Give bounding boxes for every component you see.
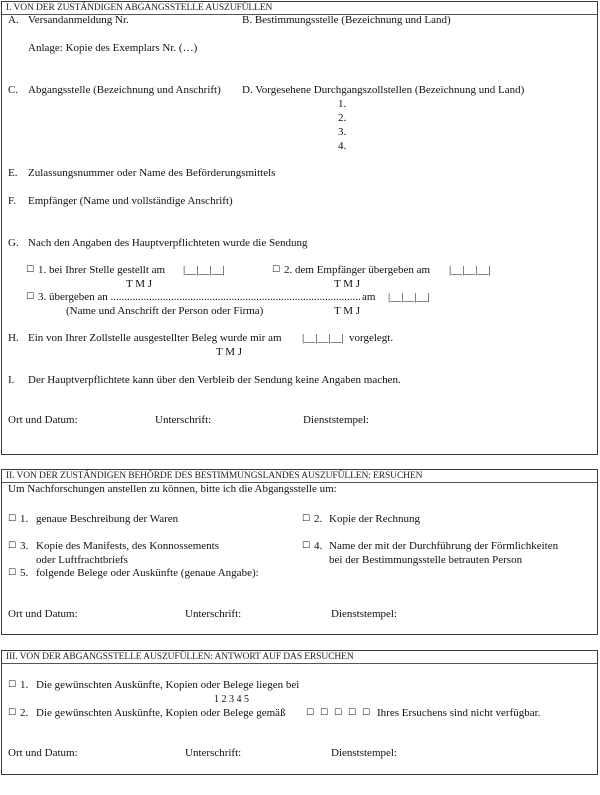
field-f-label: Empfänger (Name und vollständige Anschrift) [28, 195, 233, 207]
req-3-num: 3. [20, 540, 29, 552]
g-option-3-label[interactable]: 3. übergeben an ........................................................................................... [38, 291, 361, 303]
field-e-letter: E. [8, 167, 18, 179]
checkbox-ans-2-ref-4[interactable]: ☐ [348, 708, 357, 718]
req-4-label-2: bei der Bestimmungsstelle betrauten Person [329, 554, 523, 566]
ans-2-label: Die gewünschten Auskünfte, Kopien oder Belege gemäß [36, 707, 286, 719]
section-2 [1, 469, 598, 635]
section-3 [1, 650, 598, 775]
checkbox-req-3[interactable]: ☐ [8, 541, 17, 551]
section-3-header: III. VON DER ABGANGSSTELLE AUSZUFÜLLEN: ANTWORT AUF DAS ERSUCHEN [2, 651, 597, 664]
req-5-num: 5. [20, 567, 29, 579]
g-option-2-label: 2. dem Empfänger übergeben am [284, 264, 431, 276]
stamp-label: Dienststempel: [331, 608, 397, 620]
ans-2-num: 2. [20, 707, 29, 719]
stamp-label: Dienststempel: [303, 414, 369, 426]
ans-1-num: 1. [20, 679, 29, 691]
checkbox-req-1[interactable]: ☐ [8, 514, 17, 524]
checkbox-req-2[interactable]: ☐ [302, 514, 311, 524]
g-option-1-date[interactable]: |__|__|__| [183, 264, 225, 276]
ans-1-label: Die gewünschten Auskünfte, Kopien oder Belege liegen bei [36, 679, 300, 691]
req-3-label-2: oder Luftfrachtbriefs [36, 554, 128, 566]
field-h-suffix: vorgelegt. [349, 332, 394, 344]
stamp-label: Dienststempel: [331, 747, 397, 759]
place-date-label: Ort und Datum: [8, 414, 78, 426]
g-option-3-sub: (Name und Anschrift der Person oder Firma) [66, 305, 264, 317]
signature-label: Unterschrift: [155, 414, 212, 426]
checkbox-ans-2-ref-5[interactable]: ☐ [362, 708, 371, 718]
field-h-letter: H. [8, 332, 19, 344]
req-4-num: 4. [314, 540, 323, 552]
g-option-3-date[interactable]: |__|__|__| [388, 291, 430, 303]
checkbox-ans-1[interactable]: ☐ [8, 680, 17, 690]
g-option-3-am: am [362, 291, 376, 303]
field-i-letter: I. [8, 374, 15, 386]
checkbox-req-4[interactable]: ☐ [302, 541, 311, 551]
field-d-item-3: 3. [338, 126, 347, 138]
req-2-num: 2. [314, 513, 323, 525]
checkbox-g1[interactable]: ☐ [26, 265, 35, 275]
req-2-label: Kopie der Rechnung [329, 513, 421, 525]
req-4-label: Name der mit der Durchführung der Förmlichkeiten [329, 540, 559, 552]
ans-numbers-row: 1 2 3 4 5 [214, 694, 249, 705]
section-1-header: I. VON DER ZUSTÄNDIGEN ABGANGSSTELLE AUSZUFÜLLEN [2, 2, 597, 15]
field-a-label: Versandanmeldung Nr. [28, 14, 129, 26]
req-1-num: 1. [20, 513, 29, 525]
field-f-letter: F. [8, 195, 16, 207]
place-date-label: Ort und Datum: [8, 747, 78, 759]
field-c-label: Abgangsstelle (Bezeichnung und Anschrift) [28, 84, 221, 96]
field-g-letter: G. [8, 237, 19, 249]
place-date-label: Ort und Datum: [8, 608, 78, 620]
checkbox-req-5[interactable]: ☐ [8, 568, 17, 578]
signature-label: Unterschrift: [185, 747, 242, 759]
field-i-label: Der Hauptverpflichtete kann über den Verbleib der Sendung keine Angaben machen. [28, 374, 401, 386]
field-e-label: Zulassungsnummer oder Name des Beförderungsmittels [28, 167, 276, 179]
section-2-intro: Um Nachforschungen anstellen zu können, bitte ich die Abgangsstelle um: [8, 483, 337, 495]
g-option-1-date-legend: T M J [126, 278, 153, 290]
checkbox-ans-2[interactable]: ☐ [8, 708, 17, 718]
field-d-item-2: 2. [338, 112, 347, 124]
field-h-date[interactable]: |__|__|__| [302, 332, 344, 344]
checkbox-g3[interactable]: ☐ [26, 292, 35, 302]
g-option-2-date[interactable]: |__|__|__| [449, 264, 491, 276]
field-h-label: Ein von Ihrer Zollstelle ausgestellter Beleg wurde mir am [28, 332, 282, 344]
section-1 [1, 1, 598, 455]
ans-2-suffix: Ihres Ersuchens sind nicht verfügbar. [377, 707, 541, 719]
req-3-label: Kopie des Manifests, des Konnossements [36, 540, 220, 552]
g-option-1-label: 1. bei Ihrer Stelle gestellt am [38, 264, 166, 276]
checkbox-g2[interactable]: ☐ [272, 265, 281, 275]
field-g-label: Nach den Angaben des Hauptverpflichteten wurde die Sendung [28, 237, 308, 249]
field-d-item-4: 4. [338, 140, 347, 152]
req-1-label: genaue Beschreibung der Waren [36, 513, 179, 525]
g-option-3-date-legend: T M J [334, 305, 361, 317]
g-option-2-date-legend: T M J [334, 278, 361, 290]
signature-label: Unterschrift: [185, 608, 242, 620]
field-b-label: B. Bestimmungsstelle (Bezeichnung und Land) [242, 14, 451, 26]
checkbox-ans-2-ref-2[interactable]: ☐ [320, 708, 329, 718]
checkbox-ans-2-ref-1[interactable]: ☐ [306, 708, 315, 718]
field-a-letter: A. [8, 14, 19, 26]
field-h-date-legend: T M J [216, 346, 243, 358]
req-5-label: folgende Belege oder Auskünfte (genaue Angabe): [36, 567, 259, 579]
anlage-label: Anlage: Kopie des Exemplars Nr. (…) [28, 42, 198, 54]
section-2-header: II. VON DER ZUSTÄNDIGEN BEHÖRDE DES BESTIMMUNGSLANDES AUSZUFÜLLEN: ERSUCHEN [2, 470, 597, 483]
field-d-label: D. Vorgesehene Durchgangszollstellen (Bezeichnung und Land) [242, 84, 525, 96]
checkbox-ans-2-ref-3[interactable]: ☐ [334, 708, 343, 718]
field-d-item-1: 1. [338, 98, 347, 110]
field-c-letter: C. [8, 84, 19, 96]
